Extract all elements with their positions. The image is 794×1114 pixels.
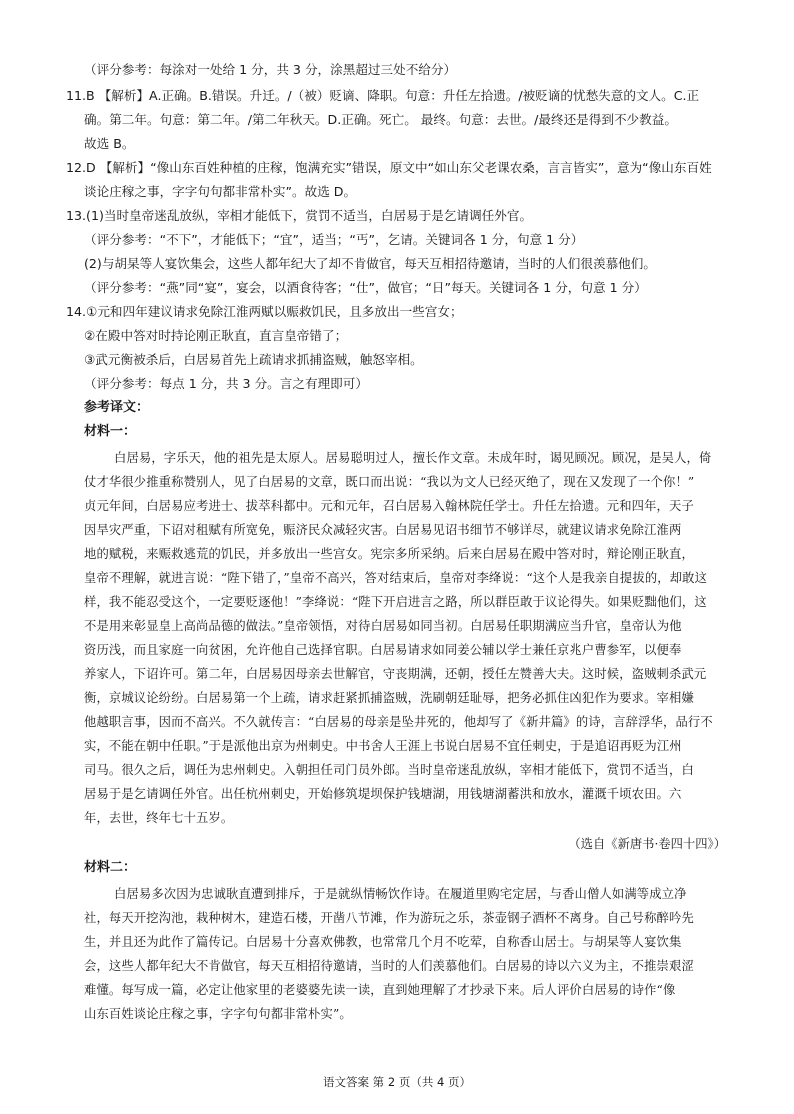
text-line: 生，并且还为此作了篇传记。白居易十分喜欢佛教，也常常几个月不吃荤，自称香山居士。与胡杲等人宴饮集 xyxy=(84,935,682,949)
text-line: 他越职言事，因而不高兴。不久就传言：“白居易的母亲是坠井死的，他却写了《新井篇》的诗，言辞浮华，品行不 xyxy=(84,715,713,729)
text-line: 年，去世，终年七十五岁。 xyxy=(84,811,234,825)
text-line: 白居易多次因为忠诚耿直遭到排斥，于是就纵情畅饮作诗。在履道里购宅定居，与香山僧人如满等成立净 xyxy=(114,887,687,901)
text-line: 仗才华很少推重称赞别人，见了白居易的文章，既口而出说：“我以为文人已经灭绝了，现在又发现了一个你！” xyxy=(84,475,695,489)
text-line: 样，我不能忍受这个，一定要贬逐他！”李绛说：“陛下开启进言之路，所以群臣敢于议论得失。如果贬黜他们，这 xyxy=(84,595,707,609)
source-citation: （选自《新唐书·卷四十四》） xyxy=(568,837,726,851)
text-line: （评分参考：“燕”同“宴”，宴会，以酒食待客；“仕”，做官；“日”每天。关键词各 1 分，句意 1 分） xyxy=(84,280,647,295)
text-line: 实，不能在朝中任职。”于是派他出京为州刺史。中书舍人王涯上书说白居易不宜任刺史，于是追诏再贬为江州 xyxy=(84,739,682,753)
text-line: 确。第二年。句意：第二年。/第二年秋天。D.正确。死亡。 最终。句意：去世。/最终还是得到不少教益。 xyxy=(84,112,677,127)
text-line: 贞元年间，白居易应考进士、拔萃科都中。元和元年，召白居易入翰林院任学士。升任左拾遗。元和四年，天子 xyxy=(84,499,694,513)
text-line: (2)与胡杲等人宴饮集会，这些人都年纪大了却不肯做官，每天互相招待邀请，当时的人们很羡慕他们。 xyxy=(84,256,656,271)
text-line: 司马。很久之后，调任为忠州刺史。入朝担任司门员外郎。当时皇帝迷乱放纵，宰相才能低下，赏罚不适当，白 xyxy=(84,763,694,777)
text-line: （评分参考：“不下”，才能低下；“宜”，适当；“丐”，乞请。关键词各 1 分，句意 1 分） xyxy=(84,232,584,247)
text-line: 13.(1)当时皇帝迷乱放纵，宰相才能低下，赏罚不适当，白居易于是乞请调任外官。 xyxy=(66,208,533,223)
text-line: 地的赋税，来赈救逃荒的饥民，并多放出一些宫女。宪宗多所采纳。后来白居易在殿中答对时，辩论刚正耿直， xyxy=(84,547,694,561)
text-line: 不是用来彰显皇上高尚品德的做法。”皇帝领悟，对待白居易如同当初。白居易任职期满应当升官，皇帝认为他 xyxy=(84,619,682,633)
text-line: 难懂。每写成一篇，必定让他家里的老婆婆先读一读，直到她理解了才抄录下来。后人评价白居易的诗作“像 xyxy=(84,983,676,997)
text-line: （评分参考：每点 1 分，共 3 分。言之有理即可） xyxy=(84,376,368,391)
page-footer: 语文答案 第 2 页（共 4 页） xyxy=(323,1075,471,1089)
text-line: 因旱灾严重，下诏对租赋有所宽免，赈济民众减轻灾害。白居易见诏书细节不够详尽，就建议请求免除江淮两 xyxy=(84,523,682,537)
text-line: 故选 B。 xyxy=(84,136,135,151)
text-line: 养家人，下诏许可。第二年，白居易因母亲去世解官，守丧期满，还朝，授任左赞善大夫。这时候，盗贼刺杀武元 xyxy=(84,667,707,681)
text-line: 居易于是乞请调任外官。出任杭州刺史，开始修筑堤坝保护钱塘湖，用钱塘湖蓄洪和放水，灌溉千顷农田。六 xyxy=(84,787,682,801)
text-line: 14.①元和四年建议请求免除江淮两赋以赈救饥民，且多放出一些宫女； xyxy=(66,304,463,319)
text-line: 谈论庄稼之事，字字句句都非常朴实”。故选 D。 xyxy=(84,184,357,199)
text-line: 社，每天开挖沟池，栽种树木，建造石楼，开凿八节滩，作为游玩之乐，茶壶钢子酒杯不离身。自己号称醉吟先 xyxy=(84,911,694,925)
text-line: 12.D 【解析】“像山东百姓种植的庄稼，饱满充实”错误，原文中“如山东父老课农桑，言言皆实”，意为“像山东百姓 xyxy=(66,160,712,175)
section-heading: 材料一： xyxy=(84,424,137,439)
section-heading: 材料二： xyxy=(84,860,137,875)
text-line: 11.B 【解析】A.正确。B.错误。升迁。/（被）贬谪、降职。句意：升任左拾遗。/被贬谪的忧愁失意的文人。C.正 xyxy=(66,88,700,103)
text-line: 白居易，字乐天，他的祖先是太原人。居易聪明过人，擅长作文章。未成年时，谒见顾况。顾况，是吴人，倚 xyxy=(114,451,712,465)
text-line: ③武元衡被杀后，白居易首先上疏请求抓捕盗贼，触怒宰相。 xyxy=(84,352,423,367)
text-line: 皇帝不理解，就进言说：“陛下错了，”皇帝不高兴，答对结束后，皇帝对李绛说：“这个人是我亲自提拔的，却敢这 xyxy=(84,571,708,585)
text-line: （评分参考：每涂对一处给 1 分，共 3 分，涂黑超过三处不给分） xyxy=(84,62,457,77)
text-line: 会，这些人都年纪大不肯做官，每天互相招待邀请，当时的人们羡慕他们。白居易的诗以六义为主，不推崇艰涩 xyxy=(84,959,694,973)
section-heading: 参考译文： xyxy=(84,400,150,415)
text-line: 山东百姓谈论庄稼之事，字字句句都非常朴实”。 xyxy=(84,1007,352,1021)
text-line: 资历浅，而且家庭一向贫困，允许他自己选择官职。白居易请求如同姜公辅以学士兼任京兆户曹参军，以便奉 xyxy=(84,643,682,657)
text-line: 衡，京城议论纷纷。白居易第一个上疏，请求赶紧抓捕盗贼，洗刷朝廷耻辱，把务必抓住凶犯作为要求。宰相嫌 xyxy=(84,691,694,705)
text-line: ②在殿中答对时持论刚正耿直，直言皇帝错了； xyxy=(84,328,348,343)
